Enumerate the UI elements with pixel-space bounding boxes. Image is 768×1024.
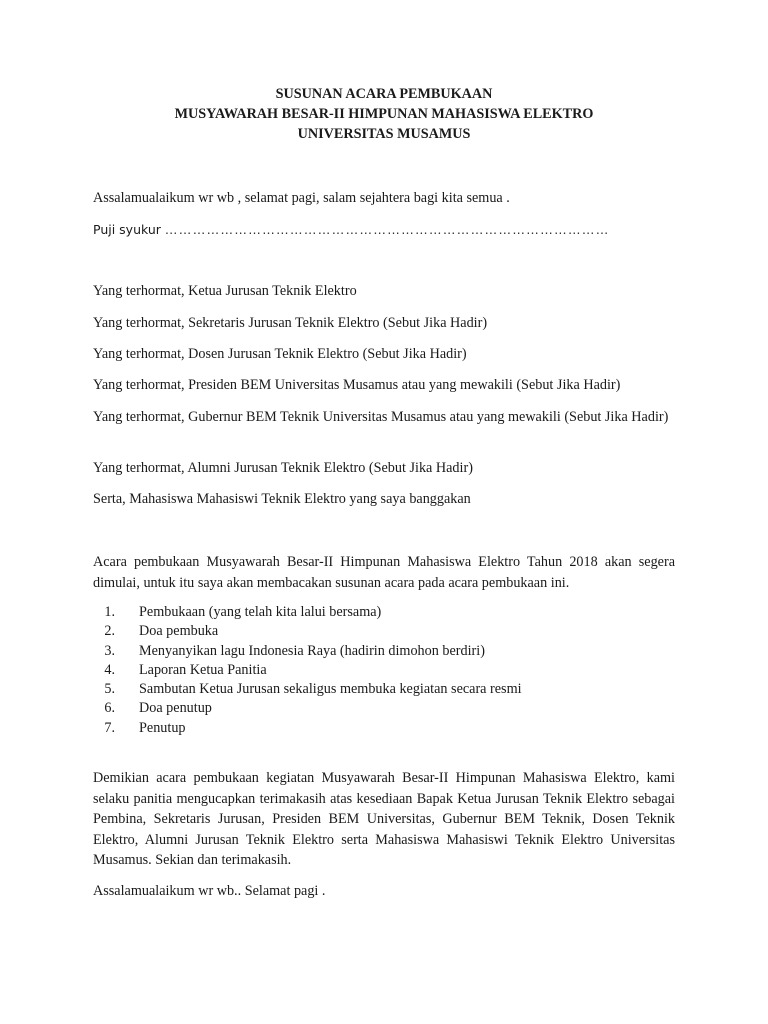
respect-line-3: Yang terhormat, Dosen Jurusan Teknik Elektro (Sebut Jika Hadir) [93, 346, 467, 362]
agenda-item [93, 661, 522, 680]
document-page [93, 0, 675, 1024]
opening-greeting: Assalamualaikum wr wb , selamat pagi, salam sejahtera bagi kita semua . [93, 190, 510, 206]
fill-in-dots: …………………………………………………………………………………… [164, 222, 610, 237]
agenda-text: Menyanyikan lagu Indonesia Raya (hadirin dimohon berdiri) [139, 642, 485, 659]
agenda-number: 7. [104, 719, 115, 736]
agenda-number: 3. [104, 642, 115, 659]
title-line-3: UNIVERSITAS MUSAMUS [297, 126, 471, 142]
respect-line-2: Yang terhormat, Sekretaris Jurusan Teknik Elektro (Sebut Jika Hadir) [93, 315, 488, 331]
agenda-text: Penutup [139, 719, 186, 736]
respect-line-4: Yang terhormat, Presiden BEM Universitas Musamus atau yang mewakili (Sebut Jika Hadir) [93, 377, 621, 393]
agenda-item [93, 642, 522, 661]
intro-paragraph: Acara pembukaan Musyawarah Besar-II Himpunan Mahasiswa Elektro Tahun 2018 akan segera dimulai, untuk itu saya akan membacakan susunan acara pada acara pembukaan ini. [93, 554, 675, 591]
agenda-list [93, 603, 522, 738]
farewell-greeting: Assalamualaikum wr wb.. Selamat pagi . [93, 883, 326, 899]
title-line-1: SUSUNAN ACARA PEMBUKAAN [275, 86, 493, 102]
agenda-text: Laporan Ketua Panitia [139, 661, 267, 678]
title-line-2: MUSYAWARAH BESAR-II HIMPUNAN MAHASISWA ELEKTRO [174, 106, 594, 122]
agenda-text: Sambutan Ketua Jurusan sekaligus membuka kegiatan secara resmi [139, 681, 522, 698]
agenda-text: Doa penutup [139, 700, 212, 717]
respect-line-6: Yang terhormat, Alumni Jurusan Teknik Elektro (Sebut Jika Hadir) [93, 460, 473, 476]
agenda-number: 1. [104, 604, 115, 620]
agenda-number: 4. [104, 661, 115, 678]
agenda-item [93, 680, 522, 699]
agenda-item [93, 622, 522, 641]
agenda-number: 6. [104, 700, 115, 717]
respect-line-1: Yang terhormat, Ketua Jurusan Teknik Elektro [93, 283, 357, 299]
agenda-text: Doa pembuka [139, 623, 219, 640]
agenda-number: 5. [104, 681, 115, 698]
puji-syukur-line [93, 220, 675, 240]
respect-line-5: Yang terhormat, Gubernur BEM Teknik Universitas Musamus atau yang mewakili (Sebut Jika Hadir) [93, 409, 669, 425]
document-title [93, 84, 675, 144]
closing-paragraph: Demikian acara pembukaan kegiatan Musyawarah Besar-II Himpunan Mahasiswa Elektro, kami selaku panitia mengucapkan terimakasih atas kesediaan Bapak Ketua Jurusan Teknik Elektro sebagai Pembina, Sekretaris Jurusan, Presiden BEM Universitas, Gubernur BEM Teknik, Dosen Teknik Elektro, Alumni Jurusan Teknik Elektro serta Mahasiswa Mahasiswi Teknik Elektro Universitas Musamus. Sekian dan terimakasih. [93, 770, 675, 868]
respect-line-7: Serta, Mahasiswa Mahasiswi Teknik Elektro yang saya banggakan [93, 491, 471, 507]
agenda-item [93, 603, 522, 622]
agenda-item [93, 719, 522, 738]
puji-syukur-label: Puji syukur [93, 222, 161, 237]
agenda-number: 2. [104, 623, 115, 640]
agenda-item [93, 699, 522, 718]
agenda-text: Pembukaan (yang telah kita lalui bersama) [139, 604, 382, 620]
